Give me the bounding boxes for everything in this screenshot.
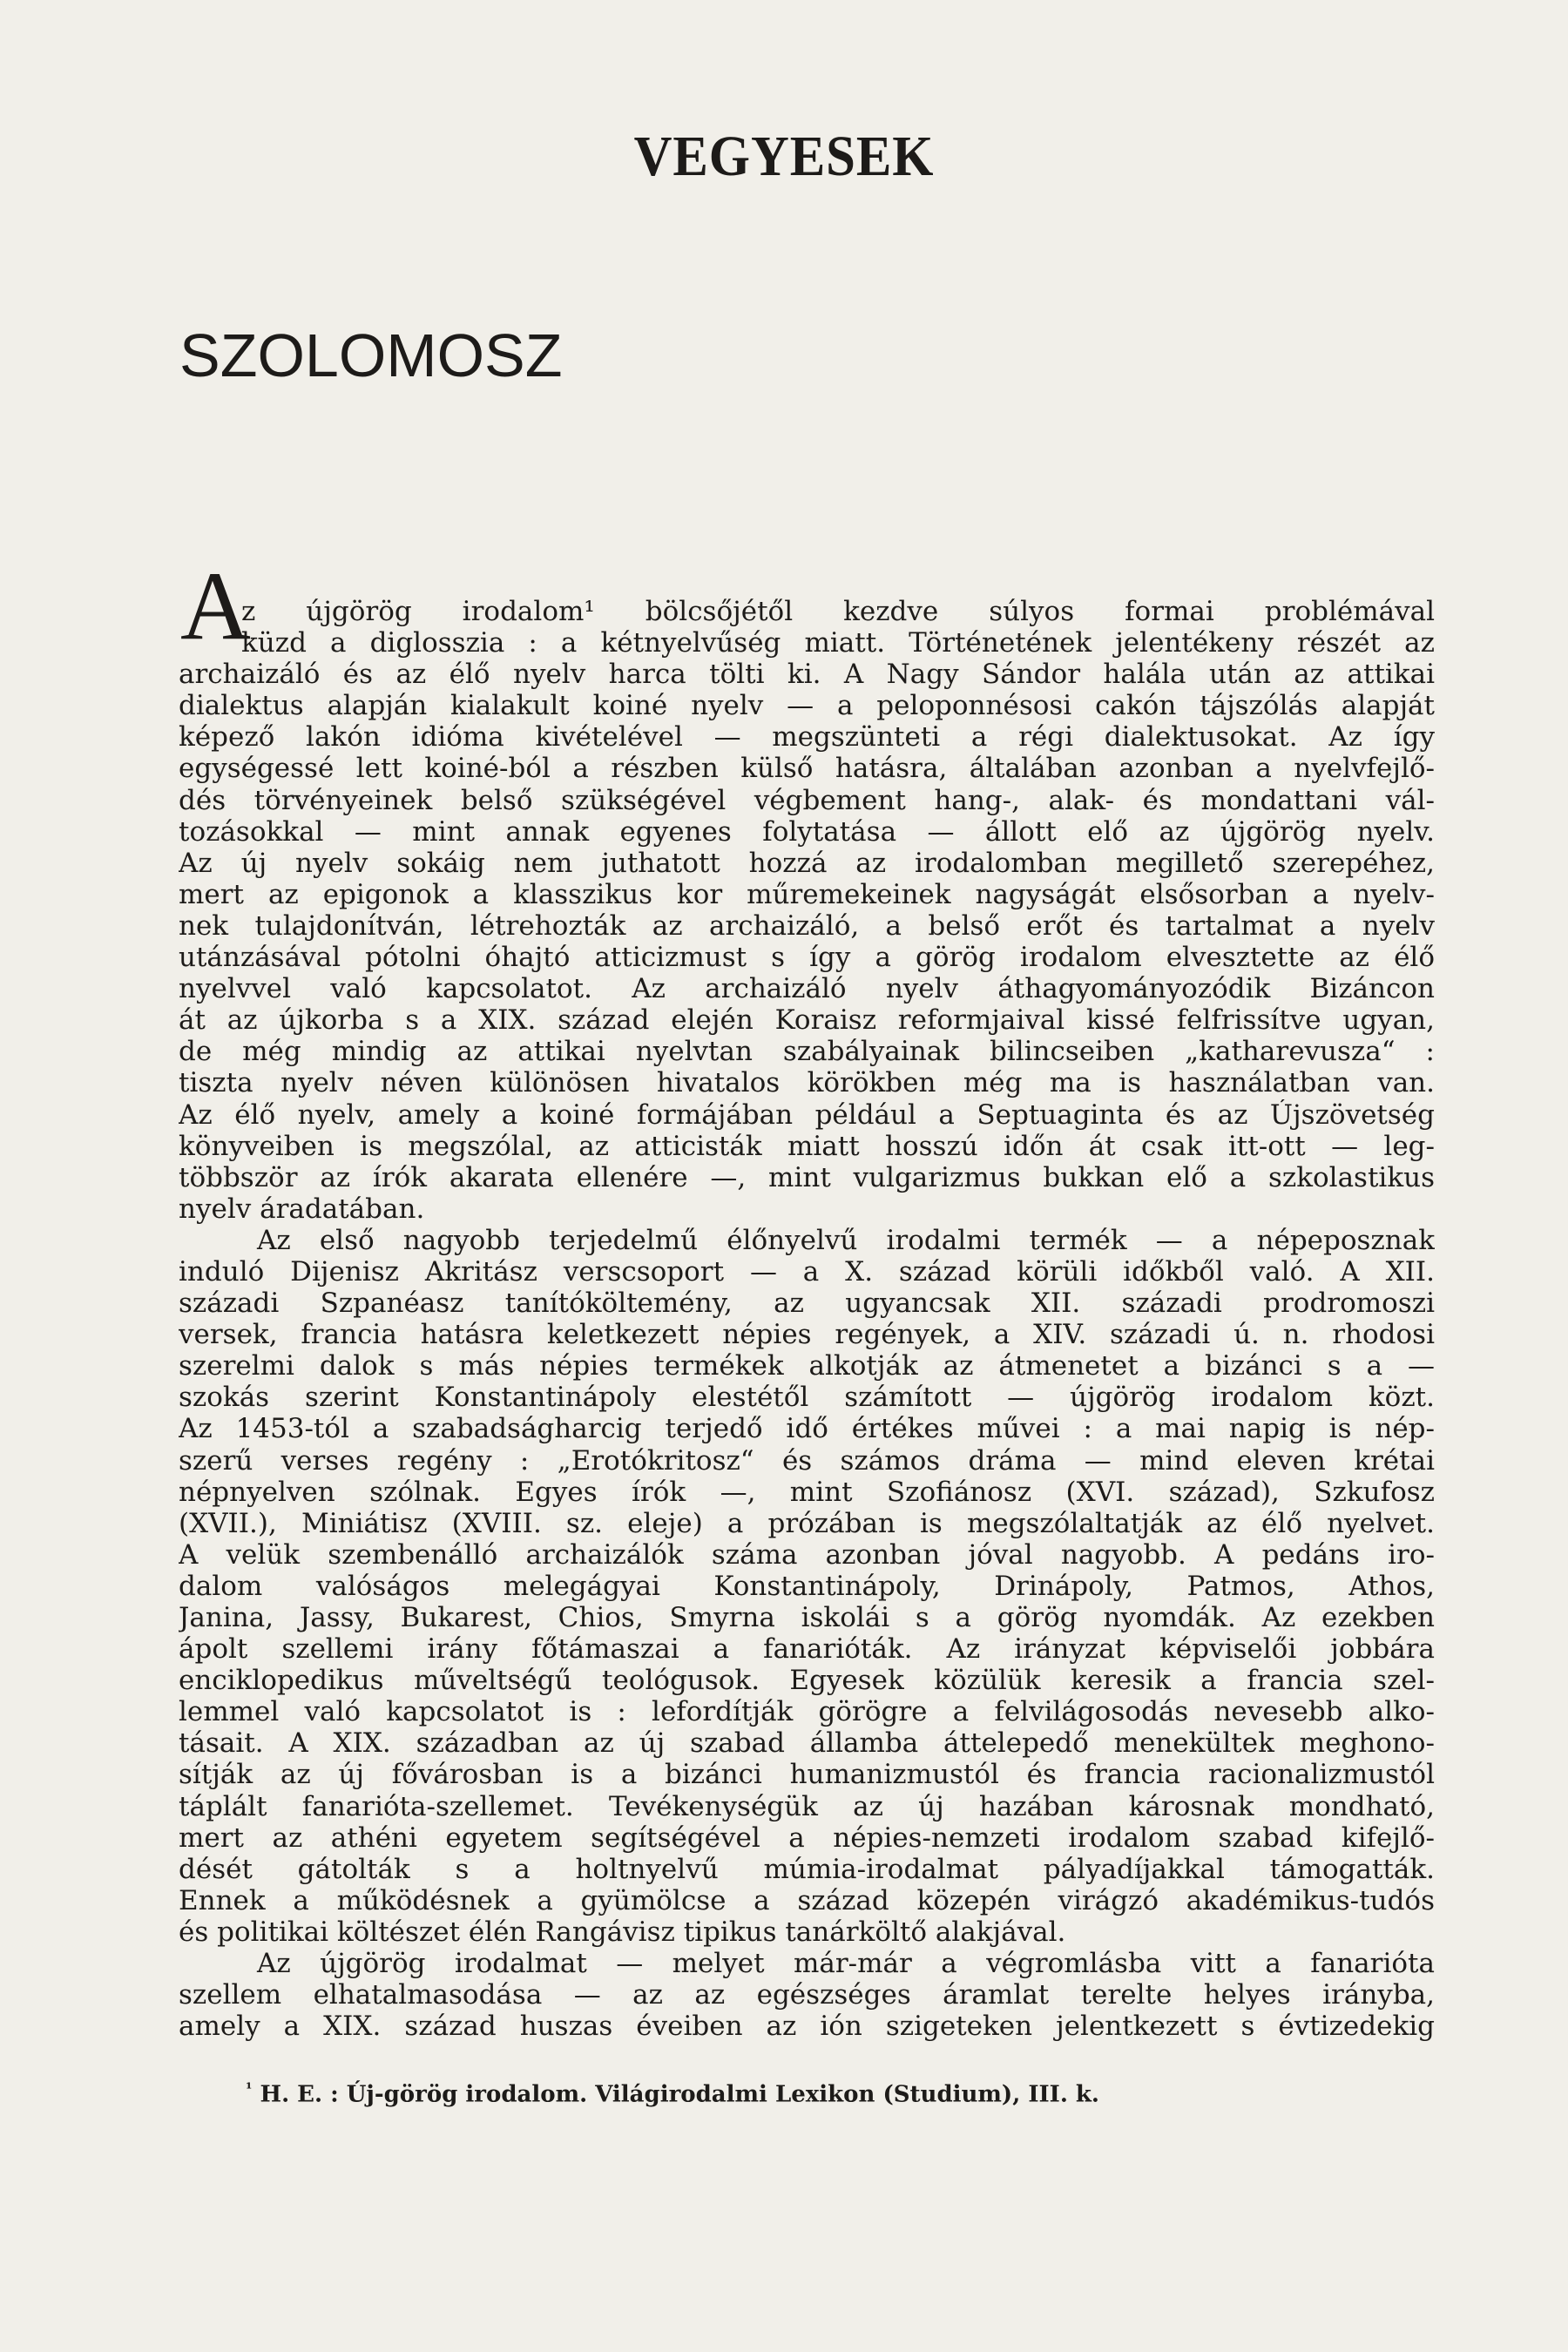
footnote-text: H. E. : Új-görög irodalom. Világirodalmi Lexikon (Studium), III. k. <box>260 2081 1099 2108</box>
text-line: és politikai költészet élén Rangávisz tipikus tanárköltő alakjával. <box>179 1916 1066 1948</box>
text-line: Az 1453-tól a szabadságharcig terjedő idő értékes művei : a mai napig is nép- <box>179 1413 1435 1445</box>
article-title: SZOLOMOSZ <box>179 321 563 389</box>
text-line: nyelv áradatában. <box>179 1193 425 1225</box>
text-line: versek, francia hatásra keletkezett népies regények, a XIV. századi ú. n. rhodosi <box>179 1319 1435 1351</box>
text-line: z újgörög irodalom¹ bölcsőjétől kezdve súlyos formai problémával <box>241 596 1435 627</box>
text-line: dését gátolták s a holtnyelvű múmia-irodalmat pályadíjakkal támogatták. <box>179 1853 1435 1885</box>
text-line: szellem elhatalmasodása — az az egészséges áramlat terelte helyes irányba, <box>179 1979 1435 2011</box>
text-line: könyveiben is megszólal, az atticisták miatt hosszú időn át csak itt-ott — leg- <box>179 1130 1435 1162</box>
text-line: sítják az új fővárosban is a bizánci humanizmustól és francia racionalizmustól <box>179 1759 1435 1791</box>
text-line: képező lakón idióma kivételével — megszünteti a régi dialektusokat. Az így <box>179 721 1435 754</box>
text-line: nyelvvel való kapcsolatot. Az archaizáló nyelv áthagyományozódik Bizáncon <box>179 973 1435 1005</box>
text-line: szokás szerint Konstantinápoly elestétől számított — újgörög irodalom közt. <box>179 1382 1435 1414</box>
text-line: át az újkorba s a XIX. század elején Koraisz reformjaival kissé felfrissítve ugyan, <box>179 1004 1435 1037</box>
text-line: többször az írók akarata ellenére —, mint vulgarizmus bukkan elő a szkolastikus <box>179 1161 1435 1193</box>
text-line: egységessé lett koiné-ból a részben külső hatásra, általában azonban a nyelvfejlő- <box>179 753 1435 785</box>
text-line: táplált fanarióta-szellemet. Tevékenységük az új hazában károsnak mondható, <box>179 1790 1435 1822</box>
text-line: enciklopedikus műveltségű teológusok. Egyesek közülük keresik a francia szel- <box>179 1665 1435 1697</box>
text-line: induló Dijenisz Akritász verscsoport — a X. század körüli időkből való. A XII. <box>179 1255 1435 1288</box>
text-line: tozásokkal — mint annak egyenes folytatása — állott elő az újgörög nyelv. <box>179 815 1435 848</box>
text-line: Az újgörög irodalmat — melyet már-már a végromlásba vitt a fanarióta <box>257 1948 1435 1980</box>
text-line: lemmel való kapcsolatot is : lefordítják görögre a felvilágosodás nevesebb alko- <box>179 1696 1435 1728</box>
text-line: szerű verses regény : „Erotókritosz“ és számos dráma — mind eleven krétai <box>179 1444 1435 1477</box>
text-line: Ennek a működésnek a gyümölcse a század közepén virágzó akadémikus-tudós <box>179 1884 1435 1916</box>
text-line: dialektus alapján kialakult koiné nyelv — a peloponnésosi cakón tájszólás alapját <box>179 690 1435 722</box>
text-line: Janina, Jassy, Bukarest, Chios, Smyrna iskolái s a görög nyomdák. Az ezekben <box>179 1602 1435 1633</box>
text-line: A velük szembenálló archaizálók száma azonban jóval nagyobb. A pedáns iro- <box>179 1538 1435 1571</box>
text-line: mert az athéni egyetem segítségével a népies-nemzeti irodalom szabad kifejlő- <box>179 1821 1435 1854</box>
text-line: szerelmi dalok s más népies termékek alkotják az átmenetet a bizánci s a — <box>179 1350 1435 1382</box>
text-line: Az első nagyobb terjedelmű élőnyelvű irodalmi termék — a népeposznak <box>257 1224 1435 1256</box>
drop-cap: A <box>180 552 251 660</box>
article-body <box>179 596 1435 2042</box>
text-line: Az élő nyelv, amely a koiné formájában például a Septuaginta és az Újszövetség <box>179 1098 1435 1131</box>
text-line: mert az epigonok a klasszikus kor műremekeinek nagyságát elsősorban a nyelv- <box>179 878 1435 910</box>
text-line: de még mindig az attikai nyelvtan szabályainak bilincseiben „katharevusza“ : <box>179 1036 1435 1068</box>
footnote-marker: ¹ <box>246 2080 253 2098</box>
text-line: ápolt szellemi irány főtámaszai a fanarióták. Az irányzat képviselői jobbára <box>179 1633 1435 1666</box>
text-line: archaizáló és az élő nyelv harca tölti ki. A Nagy Sándor halála után az attikai <box>179 659 1435 691</box>
text-line: tásait. A XIX. században az új szabad államba áttelepedő menekültek meghono- <box>179 1727 1435 1760</box>
text-line: Az új nyelv sokáig nem juthatott hozzá az irodalomban megillető szerepéhez, <box>179 847 1435 879</box>
section-title: VEGYESEK <box>633 125 935 188</box>
text-line: utánzásával pótolni óhajtó atticizmust s így a görög irodalom elvesztette az élő <box>179 942 1435 974</box>
text-line: dalom valóságos melegágyai Konstantinápoly, Drinápoly, Patmos, Athos, <box>179 1570 1435 1602</box>
text-line: amely a XIX. század huszas éveiben az ión szigeteken jelentkezett s évtizedekig <box>179 2011 1435 2043</box>
text-line: népnyelven szólnak. Egyes írók —, mint Szofiánosz (XVI. század), Szkufosz <box>179 1476 1435 1508</box>
text-line: századi Szpanéasz tanítóköltemény, az ugyancsak XII. századi prodromoszi <box>179 1288 1435 1320</box>
text-line: dés törvényeinek belső szükségével végbement hang-, alak- és mondattani vál- <box>179 784 1435 816</box>
text-line: tiszta nyelv néven különösen hivatalos körökben még ma is használatban van. <box>179 1067 1435 1099</box>
text-line: nek tulajdonítván, létrehozták az archaizáló, a belső erőt és tartalmat a nyelv <box>179 909 1435 942</box>
text-line: (XVII.), Miniátisz (XVIII. sz. eleje) a prózában is megszólaltatják az élő nyelvet. <box>179 1507 1435 1539</box>
footnote <box>246 2080 1099 2108</box>
text-line: küzd a diglosszia : a kétnyelvűség miatt. Történetének jelentékeny részét az <box>241 627 1435 659</box>
